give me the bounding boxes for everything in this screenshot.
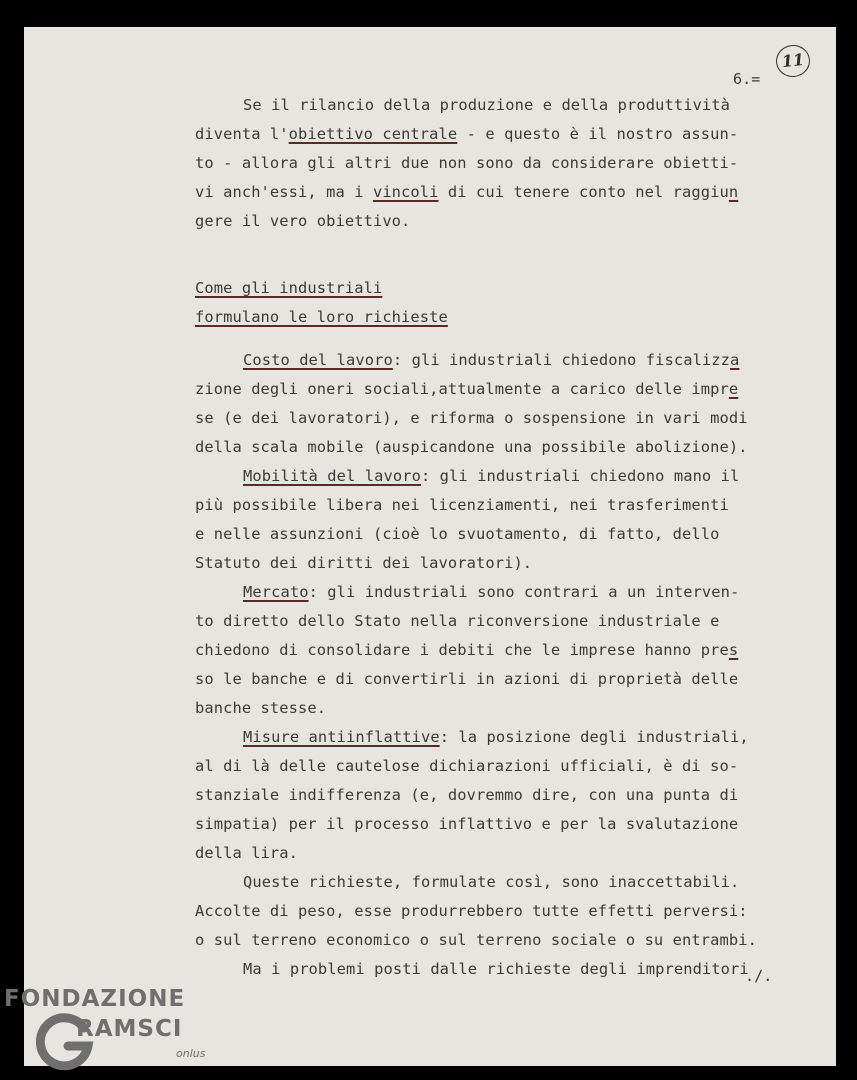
text-line: to diretto dello Stato nella riconversione industriale e [195,612,720,630]
text-line: o sul terreno economico o sul terreno sociale o su entrambi. [195,931,757,949]
underlined-text: a [730,351,740,369]
watermark-line2: RAMSCI [76,1016,183,1042]
text-line: Queste richieste, formulate così, sono inaccettabili. [243,873,740,891]
text-line: banche stesse. [195,699,327,717]
spacer [195,332,795,346]
text-line: e nelle assunzioni (cioè lo svuotamento, di fatto, dello [195,525,720,543]
continuation-mark: ./. [745,967,773,985]
text-line [195,636,795,665]
text-run: diventa l' [195,125,289,143]
text-line: Se il rilancio della produzione e della produttività [243,96,731,114]
paragraph-richieste [195,868,795,955]
archive-page-number: 11 [774,43,811,78]
text-run: : la posizione degli industriali, [439,728,749,746]
text-line: della scala mobile (auspicandone una possibile abolizione). [195,438,748,456]
underlined-text: Costo del lavoro [243,351,393,369]
paragraph-mercato [195,578,795,723]
paragraph-mobilita-del-lavoro [195,462,795,578]
text-line: to - allora gli altri due non sono da considerare obietti- [195,154,739,172]
section-heading [195,274,795,332]
underlined-text: e [728,380,739,398]
underlined-text: Mobilità del lavoro [243,467,421,485]
heading-line: Come gli industriali [195,279,383,297]
text-run: vi anch'essi, ma i [195,183,373,201]
text-line: Ma i problemi posti dalle richieste degli imprenditori [243,960,749,978]
text-line: stanziale indifferenza (e, dovremmo dire, con una punta di [195,786,739,804]
text-line: più possibile libera nei licenziamenti, nei trasferimenti [195,496,729,514]
text-run: - e questo è il nostro assun- [457,125,739,143]
text-line [195,120,795,149]
body-text [195,91,795,984]
text-line [195,578,795,607]
text-run: : gli industriali sono contrari a un interven- [308,583,740,601]
underlined-text: obiettivo centrale [288,125,458,143]
spacer [195,236,795,274]
watermark-line3: onlus [176,1047,206,1060]
text-line [195,462,795,491]
page-number: 6.= [733,70,761,88]
underlined-text: n [728,183,739,201]
text-run: zione degli oneri sociali,attualmente a carico delle impr [195,380,729,398]
paragraph-problemi [195,955,795,984]
text-run: : gli industriali chiedono mano il [420,467,740,485]
underlined-text: Mercato [243,583,309,601]
text-line: Accolte di peso, esse produrrebbero tutte effetti perversi: [195,902,748,920]
text-run: : gli industriali chiedono fiscalizz [392,351,731,369]
text-line [195,346,795,375]
underlined-text: s [728,641,739,659]
text-run: di cui tenere conto nel raggiu [438,183,729,201]
text-line: so le banche e di convertirli in azioni di proprietà delle [195,670,739,688]
text-line: della lira. [195,844,299,862]
text-line [195,178,795,207]
document-page [24,27,836,1066]
text-line: Statuto dei diritti dei lavoratori). [195,554,533,572]
paragraph-1 [195,91,795,236]
underlined-text: Misure antiinflattive [243,728,440,746]
text-line [195,375,795,404]
text-line: se (e dei lavoratori), e riforma o sospensione in vari modi [195,409,748,427]
text-line: simpatia) per il processo inflattivo e per la svalutazione [195,815,739,833]
fondazione-gramsci-watermark [4,986,224,1076]
text-line [195,723,795,752]
text-line: al di là delle cautelose dichiarazioni ufficiali, è di so- [195,757,739,775]
paragraph-misure-antiinflattive [195,723,795,868]
heading-line: formulano le loro richieste [195,308,448,326]
watermark-line1: FONDAZIONE [4,986,186,1012]
text-run: chiedono di consolidare i debiti che le imprese hanno pre [195,641,729,659]
underlined-text: vincoli [372,183,439,201]
paragraph-costo-del-lavoro [195,346,795,462]
text-line: gere il vero obiettivo. [195,212,411,230]
